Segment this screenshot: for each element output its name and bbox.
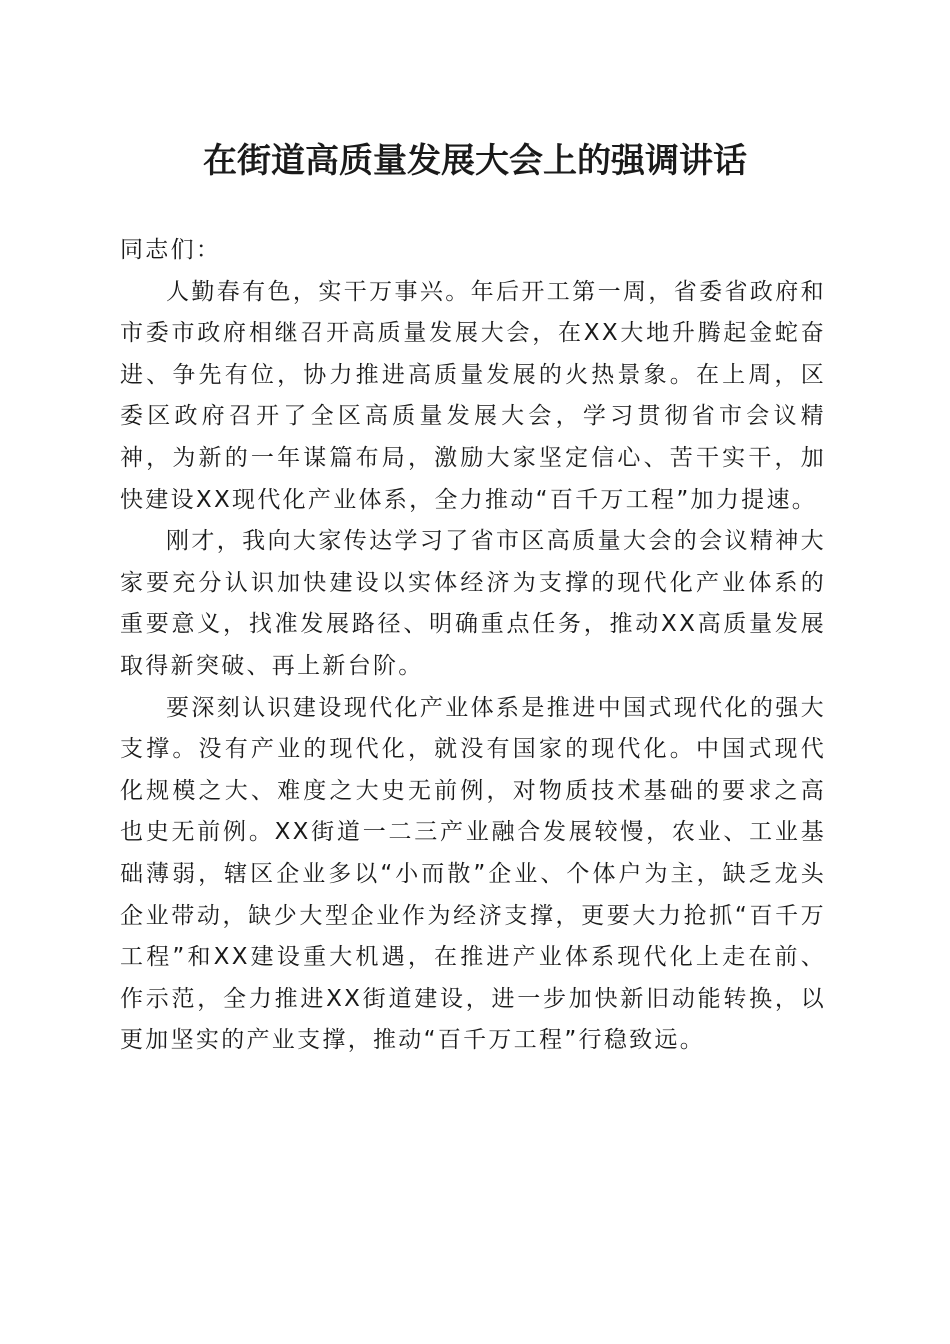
- paragraph-1: 人勤春有色，实干万事兴。年后开工第一周，省委省政府和市委市政府相继召开高质量发展大会，在XX大地升腾起金蛇奋进、争先有位，协力推进高质量发展的火热景象。在上周，区委区政府召开了全区高质量发展大会，学习贯彻省市会议精神，为新的一年谋篇布局，激励大家坚定信心、苦干实干，加快建设XX现代化产业体系，全力推动“百千万工程”加力提速。: [120, 278, 826, 513]
- salutation: 同志们：: [120, 237, 222, 263]
- paragraph-2: 刚才，我向大家传达学习了省市区高质量大会的会议精神大家要充分认识加快建设以实体经济为支撑的现代化产业体系的重要意义，找准发展路径、明确重点任务，推动XX高质量发展取得新突破、再上新台阶。: [120, 528, 826, 679]
- paragraph-3: 要深刻认识建设现代化产业体系是推进中国式现代化的强大支撑。没有产业的现代化，就没有国家的现代化。中国式现代化规模之大、难度之大史无前例，对物质技术基础的要求之高也史无前例。XX街道一二三产业融合发展较慢，农业、工业基础薄弱，辖区企业多以“小而散”企业、个体户为主，缺乏龙头企业带动，缺少大型企业作为经济支撑，更要大力抢抓“百千万工程”和XX建设重大机遇，在推进产业体系现代化上走在前、作示范，全力推进XX街道建设，进一步加快新旧动能转换，以更加坚实的产业支撑，推动“百千万工程”行稳致远。: [120, 694, 826, 1054]
- document-title: 在街道高质量发展大会上的强调讲话: [203, 141, 747, 181]
- document-body: [120, 230, 826, 1062]
